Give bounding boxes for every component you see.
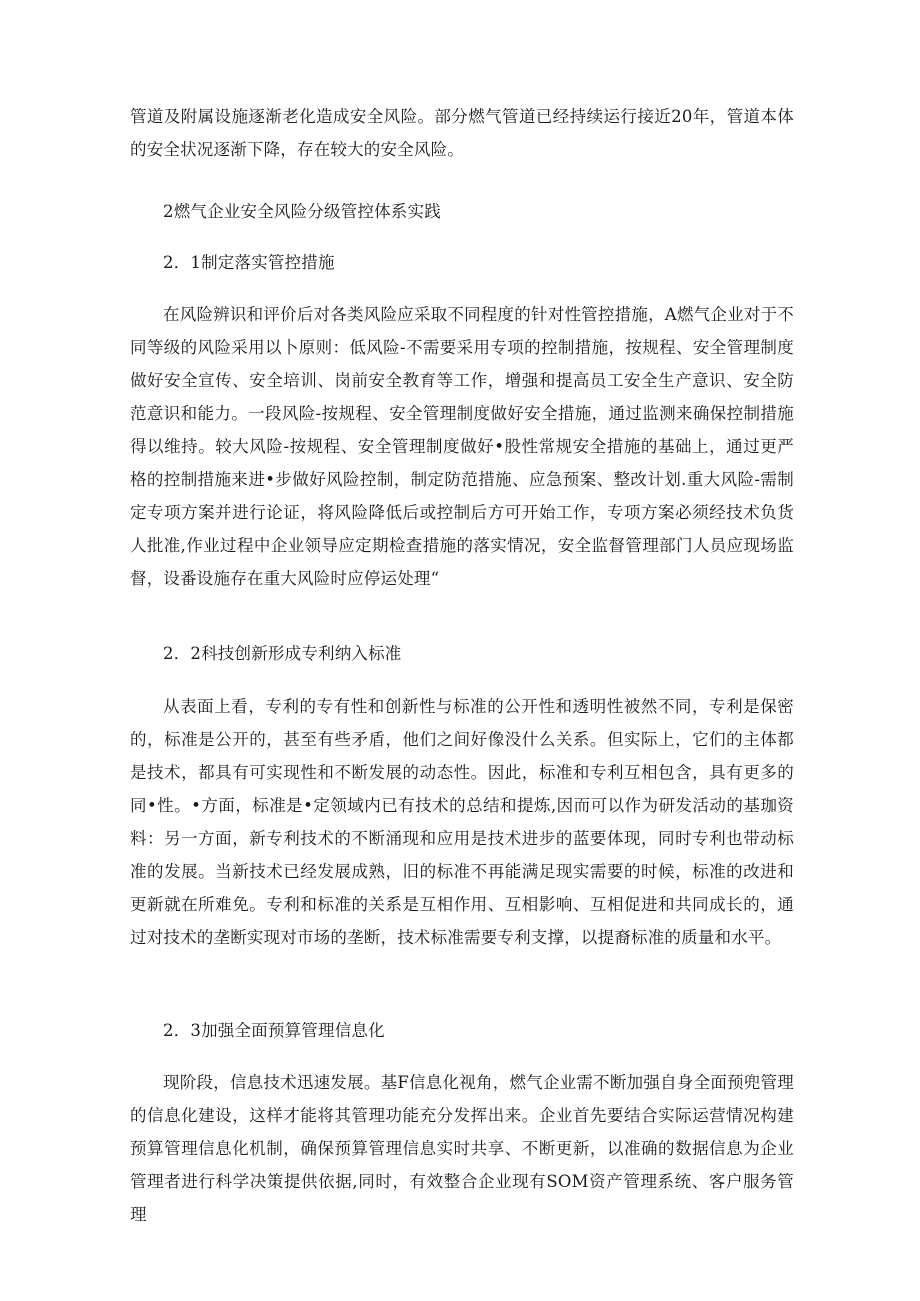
section-heading-text: 2．2科技创新形成专利纳入标准: [163, 644, 402, 663]
paragraph-text: 在风险辨识和评价后对各类风险应采取不同程度的针对性管控措施，A燃气企业对于不同等级的风险采用以卜原则：低风险-不需要采用专项的控制措施，按规程、安全管理制度做好安全宣传、安全培训、岗前安全教育等工作，增强和提高员工安全生产意识、安全防范意识和能力。一段风险-按规程、安全管理制度做好安全措施，通过监测来确保控制措施得以维持。较大风险-按规程、安全管理制度做好•股性常规安全措施的基础上，通过更严格的控制措施来进•步做好风险控制，制定防范措施、应急预案、整改计划.重大风险-需制定专项方案并进行论证，将风险降低后或控制后方可开始工作，专项方案必须经技术负货人批准,作业过程中企业领导应定期检查措施的落实情况，安全监督管理部门人员应现场监督，设番设施存在重大风险时应停运处理“: [130, 305, 795, 588]
paragraph-pipeline-aging: [130, 100, 794, 166]
section-heading-2-1: [130, 246, 794, 279]
section-heading-2: [130, 195, 794, 228]
paragraph-text: 管道及附属设施逐渐老化造成安全风险。部分燃气管道已经持续运行接近20年，管道本体的安全状况逐渐下降，存在较大的安全风险。: [130, 107, 794, 159]
paragraph-patents-standards: [130, 690, 794, 954]
paragraph-text: 现阶段，信息技术迅速发展。基F信息化视角，燃气企业需不断加强自身全面预兜管理的信息化建设，这样才能将其管理功能充分发挥出来。企业首先要结合实际运营情况构建预算管理信息化机制，确保预算管理信息实时共享、不断更新，以准确的数据信息为企业管理者进行科学决策提供依据,同时，有效整合企业现有SOM资产管理系统、客户服务管理: [130, 1073, 794, 1224]
paragraph-budget-informatization: [130, 1066, 794, 1231]
section-heading-text: 2燃气企业安全风险分级管控体系实践: [163, 202, 441, 221]
section-heading-2-3: [130, 1014, 794, 1047]
section-heading-text: 2．3加强全面预算管理信息化: [163, 1021, 385, 1040]
paragraph-text: 从表面上看，专利的专有性和创新性与标准的公开性和透明性被然不同，专利是保密的，标准是公开的，甚至有些矛盾，他们之间好像没什么关系。但实际上，它们的主体都是技术，都具有可实现性和不断发展的动态性。因此，标准和专利互相包含，具有更多的同•性。•方面，标准是•定领域内已有技术的总结和提炼,因而可以作为研发活动的基珈资料：另一方面，新专利技术的不断涌现和应用是技术进步的蓝要体现，同时专利也带动标准的发展。当新技术已经发展成熟，旧的标准不再能满足现实需要的时候，标准的改进和更新就在所难免。专利和标准的关系是互相作用、互相影响、互相促进和共同成长的，通过对技术的垄断实现对市场的垄断，技术标准需要专利支撑，以提裔标准的质量和水平。: [130, 697, 794, 947]
section-heading-2-2: [130, 637, 794, 670]
paragraph-control-measures: [130, 298, 794, 595]
section-heading-text: 2．1制定落实管控措施: [163, 253, 335, 272]
